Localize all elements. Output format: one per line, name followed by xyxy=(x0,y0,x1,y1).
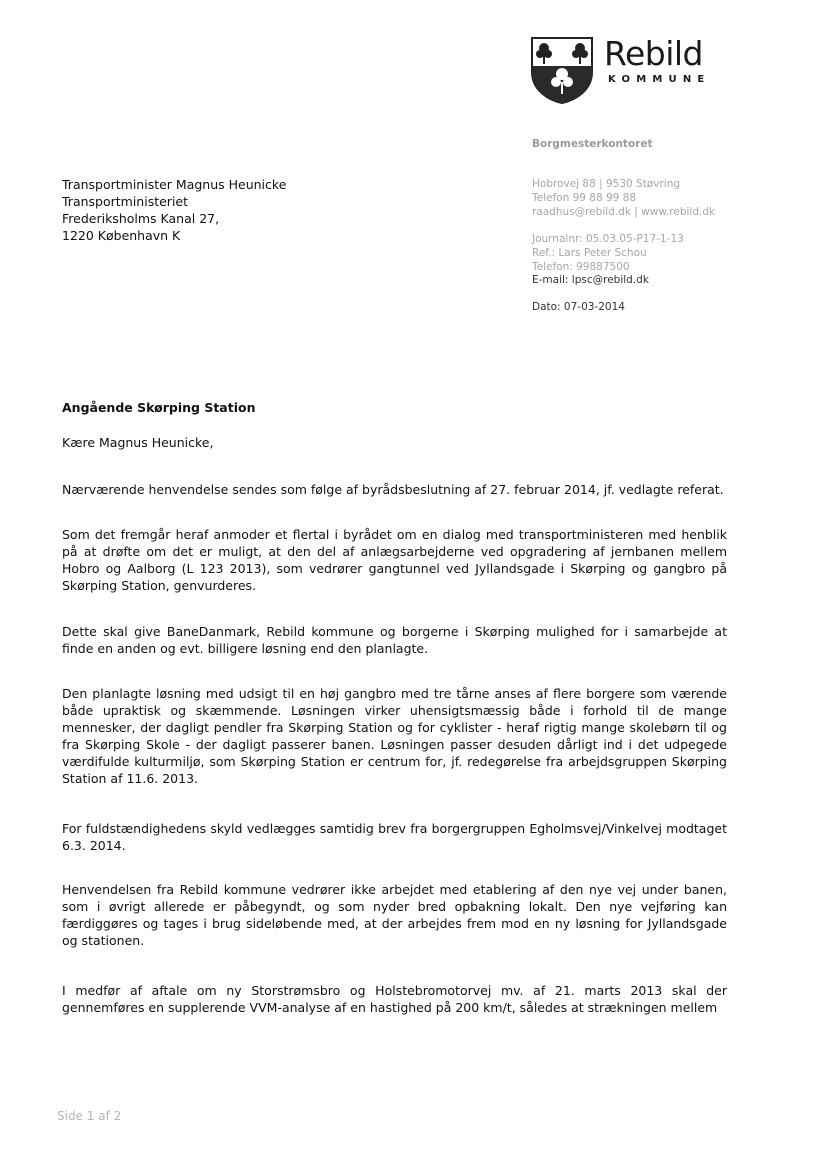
date: Dato: 07-03-2014 xyxy=(532,301,625,313)
recipient-line: 1220 København K xyxy=(62,228,181,243)
contact-address: Hobrovej 88 | 9530 Støvring xyxy=(532,178,681,190)
rebild-logo xyxy=(530,36,720,106)
recipient-line: Transportministeriet xyxy=(62,194,189,209)
paragraph: Henvendelsen fra Rebild kommune vedrører ikke arbejdet med etablering af den nye vej under banen, som i øvrigt allerede er påbegyndt, og som nyder bred opbakning lokalt. Den nye vejføring kan færdiggøres og tages i brug sideløbende med, at der arbejdes frem mod en ny løsning for Jyllandsgade og stationen. xyxy=(62,882,727,948)
page-number: Side 1 af 2 xyxy=(57,1109,122,1123)
logo-name: Rebild xyxy=(604,34,703,73)
reference: Ref.: Lars Peter Schou xyxy=(532,247,647,259)
direct-phone: Telefon: 99887500 xyxy=(532,261,630,273)
paragraph: For fuldstændighedens skyld vedlægges samtidig brev fra borgergruppen Egholmsvej/Vinkelvej modtaget 6.3. 2014. xyxy=(62,821,727,853)
letter-subject: Angående Skørping Station xyxy=(62,400,256,415)
email: E-mail: lpsc@rebild.dk xyxy=(532,274,649,286)
journal-number: Journalnr: 05.03.05-P17-1-13 xyxy=(532,233,684,245)
department-name: Borgmesterkontoret xyxy=(532,138,653,150)
recipient-line: Frederiksholms Kanal 27, xyxy=(62,211,220,226)
paragraph: Den planlagte løsning med udsigt til en høj gangbro med tre tårne anses af flere borgere som værende både upraktisk og skæmmende. Løsningen virker uhensigtsmæssig både i forhold til de mange mennesker, der dagligt pendler fra Skørping Station og for cyklister - heraf rigtig mange skolebørn til og fra Skørping Skole - der dagligt passerer banen. Løsningen passer desuden dårligt ind i det udpegede værdifulde kulturmiljø, som Skørping Station er centrum for, jf. redegørelse fra arbejdsgruppen Skørping Station af 11.6. 2013. xyxy=(62,686,727,786)
logo-subtitle: KOMMUNE xyxy=(608,74,711,85)
paragraph: Dette skal give BaneDanmark, Rebild kommune og borgerne i Skørping mulighed for i samarbejde at finde en anden og evt. billigere løsning end den planlagte. xyxy=(62,624,727,656)
paragraph: Som det fremgår heraf anmoder et flertal i byrådet om en dialog med transportministeren med henblik på at drøfte om det er muligt, at den del af anlægsarbejderne ved opgradering af jernbanen mellem Hobro og Aalborg (L 123 2013), som vedrører gangtunnel ved Jyllandsgade i Skørping og gangbro på Skørping Station, genvurderes. xyxy=(62,527,727,593)
salutation: Kære Magnus Heunicke, xyxy=(62,435,214,450)
recipient-address xyxy=(62,176,286,244)
contact-web: raadhus@rebild.dk | www.rebild.dk xyxy=(532,206,716,218)
paragraph: I medfør af aftale om ny Storstrømsbro og Holstebromotorvej mv. af 21. marts 2013 skal der gennemføres en supplerende VVM-analyse af en hastighed på 200 km/t, således at strækningen mellem xyxy=(62,983,727,1015)
contact-phone: Telefon 99 88 99 88 xyxy=(532,192,637,204)
paragraph: Nærværende henvendelse sendes som følge af byrådsbeslutning af 27. februar 2014, jf. vedlagte referat. xyxy=(62,482,724,497)
recipient-line: Transportminister Magnus Heunicke xyxy=(62,177,287,192)
coat-of-arms-icon xyxy=(530,36,594,104)
